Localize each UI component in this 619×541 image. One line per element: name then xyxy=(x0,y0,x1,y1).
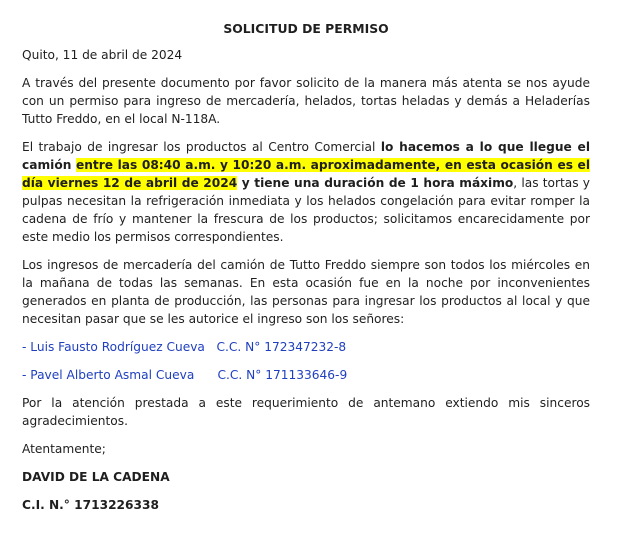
person-entry-1: - Luis Fausto Rodríguez Cueva C.C. N° 172347232-8 xyxy=(22,340,347,354)
paragraph-delivery-info: Los ingresos de mercadería del camión de Tutto Freddo siempre son todos los miércoles en la mañana de todas las semanas. En esta ocasión fue en la noche por inconvenientes generados en planta de producción, las personas para ingresar los productos al local y que necesitan pasar que se les autorice el ingreso son los señores: xyxy=(22,258,590,326)
document-title: SOLICITUD DE PERMISO xyxy=(223,21,389,36)
paragraph-thanks: Por la atención prestada a este requerimiento de antemano extiendo mis sinceros agradecimientos. xyxy=(22,396,590,428)
schedule-text-bold: lo hacemos a lo que llegue el camión xyxy=(22,140,590,172)
schedule-duration: y tiene una duración de 1 hora máximo xyxy=(237,176,514,190)
schedule-date-highlight: , en esta ocasión es el día viernes 12 de abril de 2024 xyxy=(22,158,590,190)
paragraph-request: A través del presente documento por favor solicito de la manera más atenta se nos ayude con un permiso para ingreso de mercadería, helados, tortas heladas y demás a Heladerías Tutto Freddo, en el local N-118A. xyxy=(22,76,590,126)
document-page xyxy=(22,20,590,524)
signer-id: C.I. N.° 1713226338 xyxy=(22,498,159,512)
paragraph-schedule xyxy=(22,138,590,246)
schedule-time-highlight: entre las 08:40 a.m. y 10:20 a.m. aproximadamente xyxy=(75,158,436,172)
closing-line: Atentamente; xyxy=(22,442,106,456)
schedule-text-intro: El trabajo de ingresar los productos al Centro Comercial xyxy=(22,140,381,154)
signer-name: DAVID DE LA CADENA xyxy=(22,470,170,484)
date-line: Quito, 11 de abril de 2024 xyxy=(22,48,183,62)
schedule-text-rest: , las tortas y pulpas necesitan la refrigeración inmediata y los helados congelación para evitar romper la cadena de frío y mantener la frescura de los productos; solicitamos encarecidamente por este medio los permisos correspondientes. xyxy=(22,176,590,244)
person-entry-2: - Pavel Alberto Asmal Cueva C.C. N° 171133646-9 xyxy=(22,368,348,382)
